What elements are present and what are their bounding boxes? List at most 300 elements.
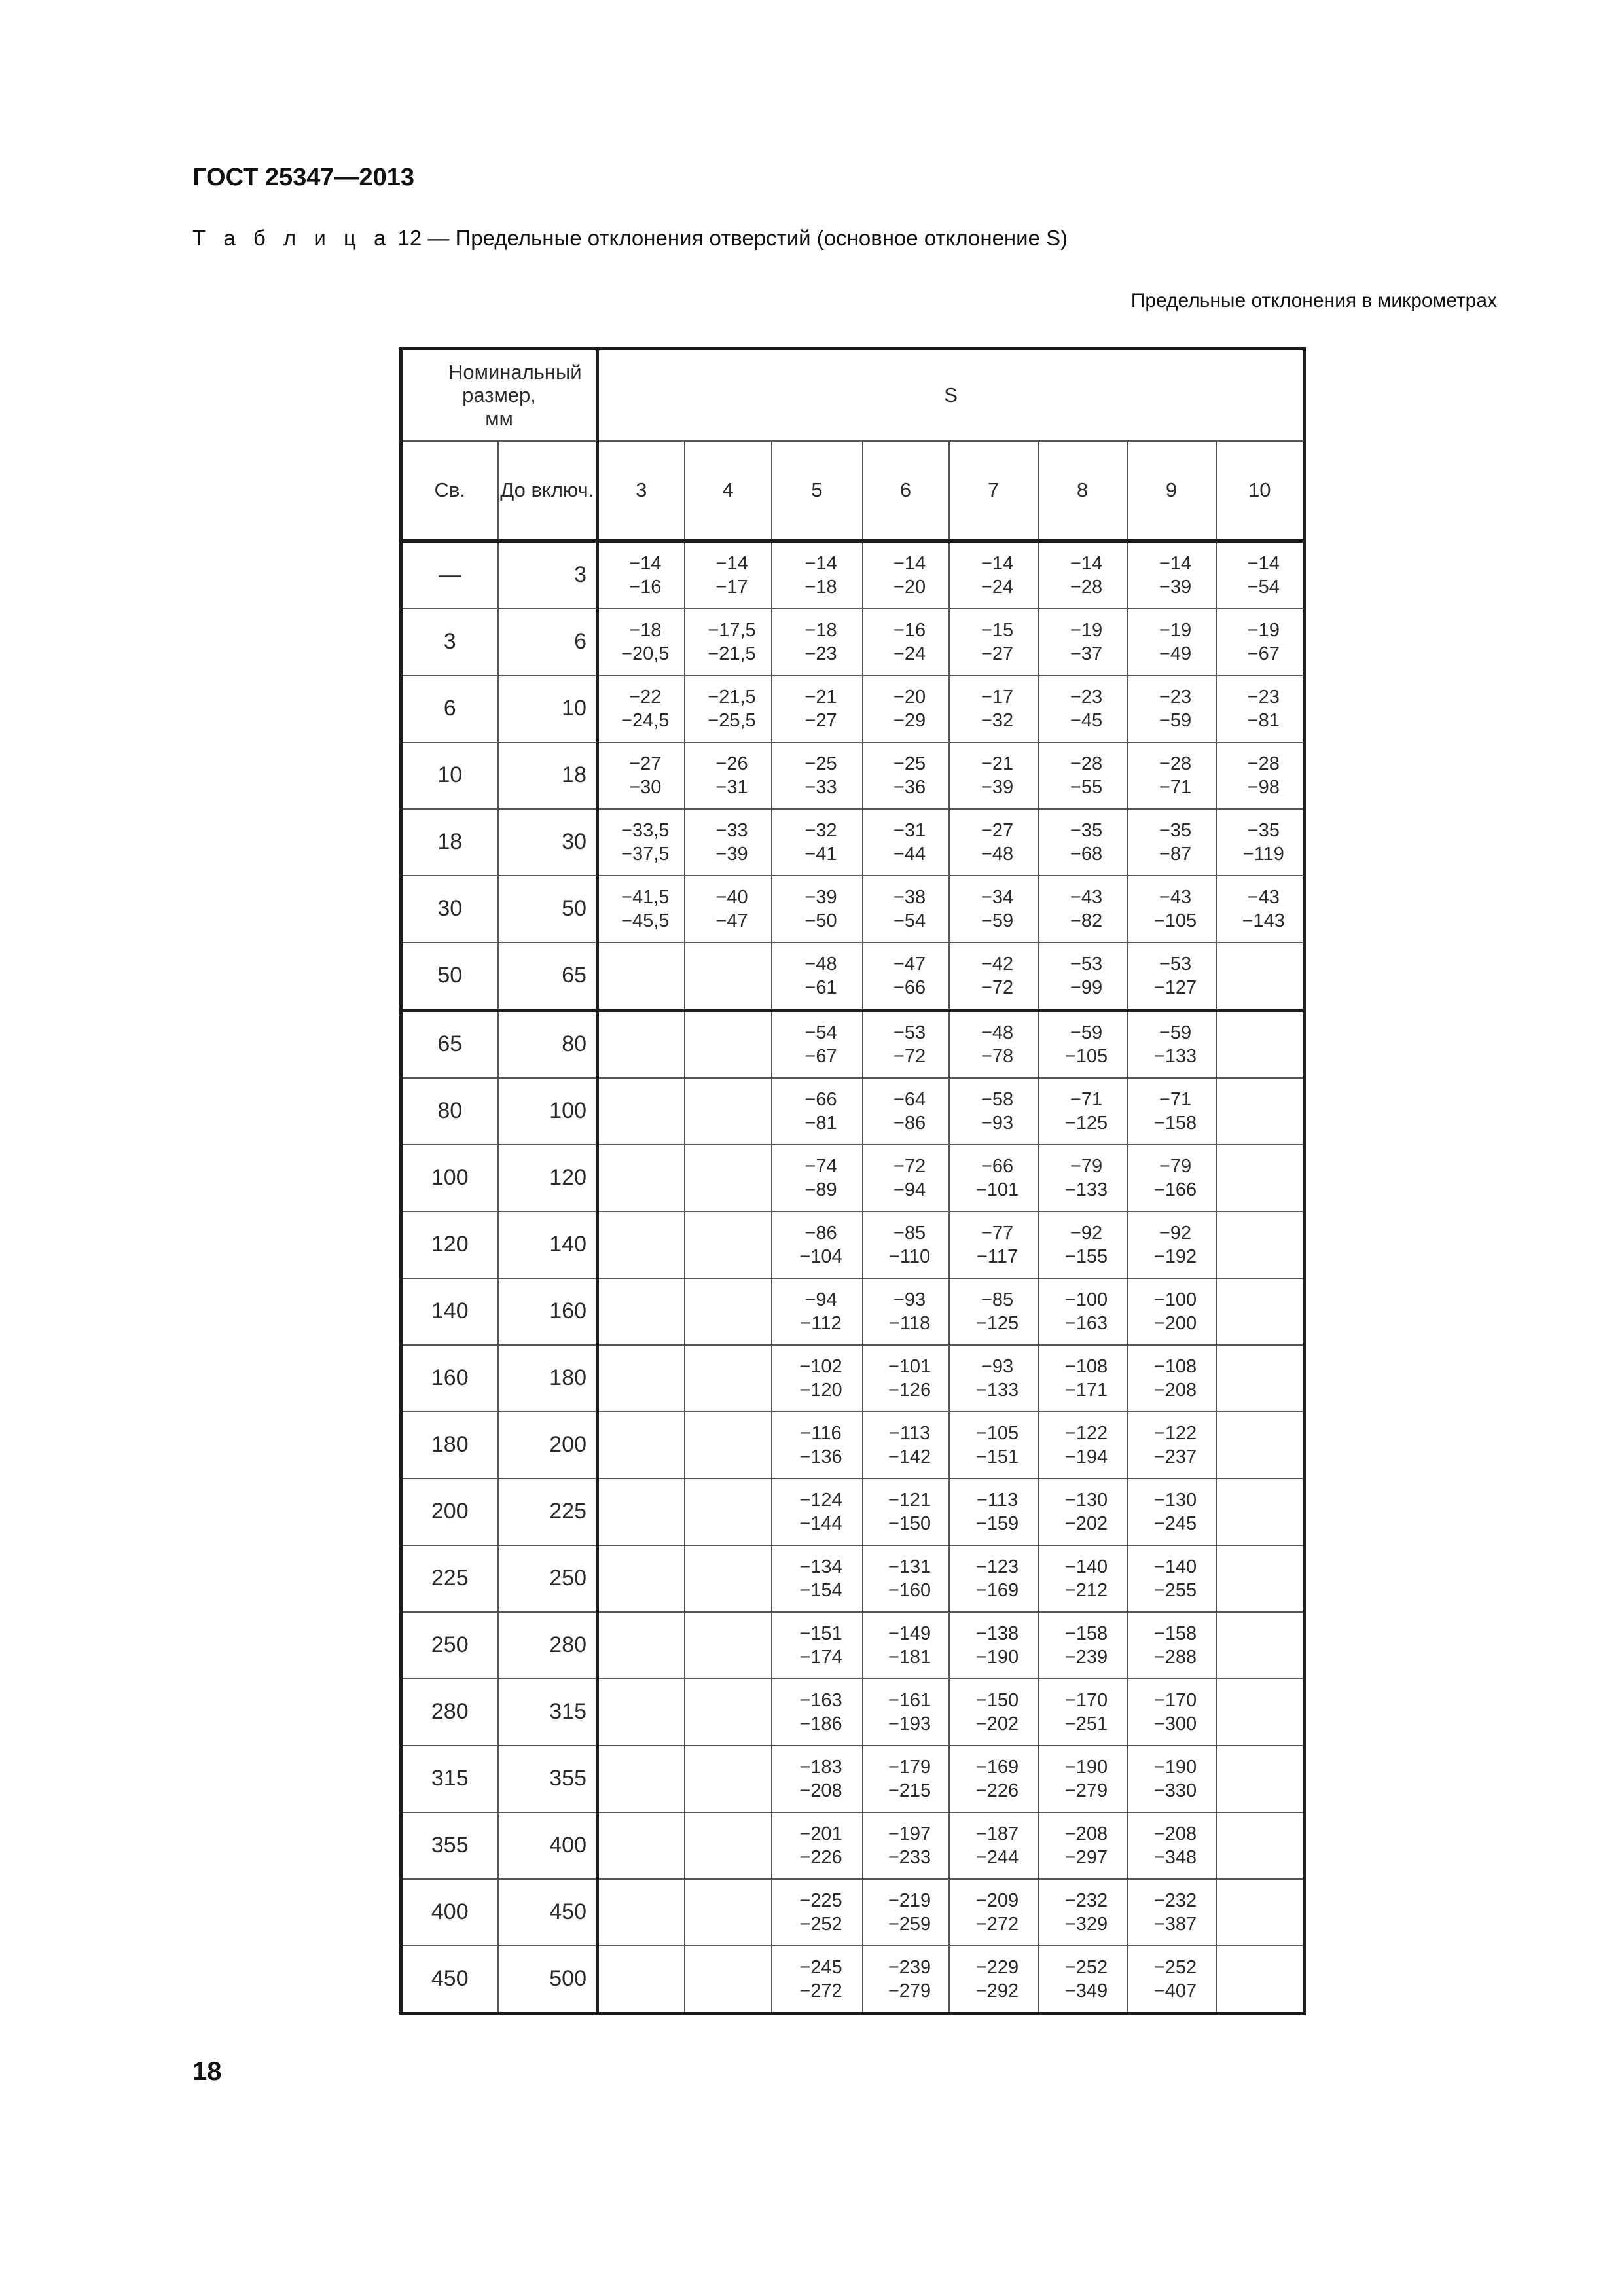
deviation-cell <box>1038 609 1127 675</box>
table-row <box>401 1078 1305 1145</box>
lower-deviation: −81 <box>804 1112 837 1134</box>
grade-header: 9 <box>1127 441 1216 541</box>
deviation-cell <box>598 876 685 942</box>
size-to-cell: 50 <box>498 876 598 942</box>
upper-deviation: −77 <box>981 1222 1014 1244</box>
lower-deviation: −133 <box>1064 1179 1108 1200</box>
deviation-cell <box>772 1679 863 1746</box>
deviation-cell <box>598 609 685 675</box>
lower-deviation: −160 <box>888 1579 931 1601</box>
deviation-cell <box>772 809 863 876</box>
size-to-cell: 160 <box>498 1278 598 1345</box>
deviation-cell <box>598 1010 685 1078</box>
upper-deviation: −208 <box>1064 1823 1108 1844</box>
lower-deviation: −212 <box>1064 1579 1108 1601</box>
upper-deviation: −85 <box>893 1222 926 1244</box>
table-row <box>401 809 1305 876</box>
upper-deviation: −58 <box>981 1088 1014 1110</box>
deviation-cell <box>685 1145 772 1211</box>
size-to-cell: 200 <box>498 1412 598 1479</box>
deviation-cell <box>598 1412 685 1479</box>
deviation-cell <box>685 1746 772 1812</box>
upper-deviation: −48 <box>981 1022 1014 1043</box>
table-row <box>401 1010 1305 1078</box>
deviation-cell <box>685 942 772 1011</box>
lower-deviation: −259 <box>888 1913 931 1935</box>
lower-deviation: −68 <box>1070 843 1103 865</box>
upper-deviation: −41,5 <box>621 886 670 908</box>
grade-header: 7 <box>949 441 1038 541</box>
deviation-cell <box>1216 1211 1305 1278</box>
deviation-cell <box>1127 1211 1216 1278</box>
lower-deviation: −239 <box>1064 1646 1108 1668</box>
lower-deviation: −112 <box>800 1312 842 1334</box>
deviation-cell <box>598 1679 685 1746</box>
upper-deviation: −121 <box>888 1489 931 1511</box>
lower-deviation: −237 <box>1153 1446 1197 1467</box>
table-row <box>401 1345 1305 1412</box>
deviation-cell <box>685 876 772 942</box>
upper-deviation: −150 <box>975 1689 1019 1711</box>
size-from-cell: 355 <box>401 1812 498 1879</box>
lower-deviation: −36 <box>893 776 926 798</box>
deviation-cell <box>1127 1412 1216 1479</box>
size-to-cell: 315 <box>498 1679 598 1746</box>
grade-header: 10 <box>1216 441 1305 541</box>
lower-deviation: −226 <box>975 1780 1019 1801</box>
deviation-cell <box>685 1679 772 1746</box>
deviation-cell <box>685 1078 772 1145</box>
upper-deviation: −33,5 <box>621 819 670 841</box>
deviation-cell <box>1038 1879 1127 1946</box>
deviation-cell <box>598 1746 685 1812</box>
lower-deviation: −16 <box>629 576 662 598</box>
upper-deviation: −183 <box>799 1756 842 1778</box>
lower-deviation: −151 <box>975 1446 1019 1467</box>
deviation-cell <box>598 1278 685 1345</box>
upper-deviation: −122 <box>1153 1422 1197 1444</box>
lower-deviation: −67 <box>804 1045 837 1067</box>
upper-deviation: −54 <box>804 1022 837 1043</box>
upper-deviation: −19 <box>1159 619 1192 641</box>
deviation-cell <box>1038 1412 1127 1479</box>
lower-deviation: −45 <box>1070 709 1103 731</box>
deviation-cell <box>1127 1145 1216 1211</box>
deviation-cell <box>1216 1345 1305 1412</box>
deviation-cell <box>863 1545 949 1612</box>
size-from-cell: 80 <box>401 1078 498 1145</box>
table-row <box>401 1946 1305 2014</box>
deviation-cell <box>949 1679 1038 1746</box>
size-from-cell: 450 <box>401 1946 498 2014</box>
deviation-cell <box>863 1746 949 1812</box>
deviation-cell <box>1038 1679 1127 1746</box>
deviation-cell <box>1216 742 1305 809</box>
lower-deviation: −30 <box>629 776 662 798</box>
table-row <box>401 1412 1305 1479</box>
upper-deviation: −71 <box>1159 1088 1192 1110</box>
size-to-cell: 30 <box>498 809 598 876</box>
lower-deviation: −208 <box>799 1780 842 1801</box>
deviation-cell <box>1127 1812 1216 1879</box>
upper-deviation: −105 <box>975 1422 1019 1444</box>
upper-deviation: −28 <box>1159 753 1192 774</box>
upper-deviation: −124 <box>799 1489 842 1511</box>
deviation-table <box>399 347 1306 2015</box>
size-from-cell: 65 <box>401 1010 498 1078</box>
deviation-cell <box>1127 809 1216 876</box>
grade-header: 5 <box>772 441 863 541</box>
deviation-cell <box>598 675 685 742</box>
lower-deviation: −190 <box>975 1646 1019 1668</box>
lower-deviation: −47 <box>715 910 748 931</box>
deviation-cell <box>949 1010 1038 1078</box>
lower-deviation: −39 <box>715 843 748 865</box>
deviation-cell <box>949 1412 1038 1479</box>
deviation-cell <box>949 876 1038 942</box>
deviation-cell <box>772 1345 863 1412</box>
upper-deviation: −40 <box>715 886 748 908</box>
upper-deviation: −14 <box>629 552 662 574</box>
upper-deviation: −35 <box>1070 819 1103 841</box>
deviation-cell <box>1127 942 1216 1011</box>
upper-deviation: −43 <box>1070 886 1103 908</box>
lower-deviation: −72 <box>893 1045 926 1067</box>
table-row <box>401 1812 1305 1879</box>
lower-deviation: −163 <box>1064 1312 1108 1334</box>
deviation-cell <box>863 1078 949 1145</box>
deviation-cell <box>772 1946 863 2014</box>
upper-deviation: −190 <box>1153 1756 1197 1778</box>
deviation-cell <box>1216 1078 1305 1145</box>
deviation-cell <box>863 1211 949 1278</box>
upper-deviation: −92 <box>1070 1222 1103 1244</box>
lower-deviation: −81 <box>1247 709 1280 731</box>
upper-deviation: −239 <box>888 1956 931 1978</box>
lower-deviation: −349 <box>1064 1980 1108 2001</box>
size-to-cell: 450 <box>498 1879 598 1946</box>
deviation-cell <box>863 942 949 1011</box>
upper-deviation: −161 <box>888 1689 931 1711</box>
lower-deviation: −49 <box>1159 643 1192 664</box>
deviation-cell <box>1216 876 1305 942</box>
deviation-cell <box>598 1812 685 1879</box>
deviation-cell <box>1038 675 1127 742</box>
deviation-cell <box>863 1010 949 1078</box>
deviation-cell <box>1038 1078 1127 1145</box>
lower-deviation: −143 <box>1242 910 1285 931</box>
upper-deviation: −34 <box>981 886 1014 908</box>
upper-deviation: −59 <box>1159 1022 1192 1043</box>
upper-deviation: −245 <box>799 1956 842 1978</box>
from-header: Св. <box>401 441 498 541</box>
upper-deviation: −138 <box>975 1623 1019 1644</box>
lower-deviation: −330 <box>1153 1780 1197 1801</box>
upper-deviation: −20 <box>893 686 926 708</box>
upper-deviation: −102 <box>799 1355 842 1377</box>
deviation-cell <box>863 1679 949 1746</box>
lower-deviation: −89 <box>804 1179 837 1200</box>
deviation-cell <box>772 942 863 1011</box>
deviation-cell <box>949 1278 1038 1345</box>
deviation-cell <box>598 1612 685 1679</box>
upper-deviation: −190 <box>1064 1756 1108 1778</box>
deviation-cell <box>949 541 1038 609</box>
deviation-cell <box>685 1278 772 1345</box>
table-row <box>401 1278 1305 1345</box>
upper-deviation: −19 <box>1247 619 1280 641</box>
upper-deviation: −79 <box>1159 1155 1192 1177</box>
upper-deviation: −93 <box>893 1289 926 1310</box>
upper-deviation: −229 <box>975 1956 1019 1978</box>
deviation-cell <box>1038 1010 1127 1078</box>
deviation-cell <box>1216 1612 1305 1679</box>
deviation-cell <box>1038 541 1127 609</box>
table-caption <box>192 226 1068 251</box>
document-code: ГОСТ 25347—2013 <box>192 164 415 191</box>
lower-deviation: −215 <box>888 1780 931 1801</box>
lower-deviation: −20 <box>893 576 926 598</box>
lower-deviation: −98 <box>1247 776 1280 798</box>
lower-deviation: −300 <box>1153 1713 1197 1734</box>
size-from-cell: 225 <box>401 1545 498 1612</box>
upper-deviation: −225 <box>799 1890 842 1911</box>
lower-deviation: −169 <box>975 1579 1019 1601</box>
lower-deviation: −133 <box>975 1379 1019 1401</box>
deviation-cell <box>1127 1479 1216 1545</box>
lower-deviation: −54 <box>1247 576 1280 598</box>
lower-deviation: −23 <box>804 643 837 664</box>
deviation-cell <box>772 1145 863 1211</box>
size-from-cell: 315 <box>401 1746 498 1812</box>
upper-deviation: −92 <box>1159 1222 1192 1244</box>
upper-deviation: −66 <box>804 1088 837 1110</box>
upper-deviation: −28 <box>1070 753 1103 774</box>
upper-deviation: −14 <box>715 552 748 574</box>
upper-deviation: −151 <box>799 1623 842 1644</box>
grade-header: 4 <box>685 441 772 541</box>
size-to-cell: 140 <box>498 1211 598 1278</box>
lower-deviation: −255 <box>1153 1579 1197 1601</box>
deviation-cell <box>1216 1879 1305 1946</box>
upper-deviation: −134 <box>799 1556 842 1577</box>
upper-deviation: −170 <box>1153 1689 1197 1711</box>
deviation-cell <box>772 541 863 609</box>
deviation-cell <box>685 675 772 742</box>
deviation-cell <box>772 1545 863 1612</box>
deviation-cell <box>863 1879 949 1946</box>
deviation-cell <box>1127 1746 1216 1812</box>
deviation-cell <box>772 1612 863 1679</box>
lower-deviation: −407 <box>1153 1980 1197 2001</box>
lower-deviation: −226 <box>799 1846 842 1868</box>
lower-deviation: −117 <box>976 1246 1019 1267</box>
deviation-cell <box>1216 675 1305 742</box>
lower-deviation: −61 <box>804 977 837 998</box>
size-from-cell: — <box>401 541 498 609</box>
deviation-cell <box>1216 1946 1305 2014</box>
deviation-cell <box>949 742 1038 809</box>
lower-deviation: −292 <box>975 1980 1019 2001</box>
lower-deviation: −101 <box>975 1179 1019 1200</box>
lower-deviation: −25,5 <box>708 709 756 731</box>
deviation-cell <box>772 876 863 942</box>
deviation-cell <box>1038 1812 1127 1879</box>
lower-deviation: −202 <box>975 1713 1019 1734</box>
upper-deviation: −53 <box>1070 953 1103 975</box>
upper-deviation: −158 <box>1064 1623 1108 1644</box>
lower-deviation: −118 <box>888 1312 931 1334</box>
size-from-cell: 6 <box>401 675 498 742</box>
lower-deviation: −297 <box>1064 1846 1108 1868</box>
lower-deviation: −45,5 <box>621 910 670 931</box>
upper-deviation: −101 <box>888 1355 931 1377</box>
deviation-cell <box>772 1211 863 1278</box>
deviation-cell <box>772 675 863 742</box>
upper-deviation: −187 <box>975 1823 1019 1844</box>
lower-deviation: −78 <box>981 1045 1014 1067</box>
size-from-cell: 250 <box>401 1612 498 1679</box>
deviation-cell <box>1127 1612 1216 1679</box>
upper-deviation: −43 <box>1247 886 1280 908</box>
deviation-cell <box>772 1479 863 1545</box>
lower-deviation: −186 <box>799 1713 842 1734</box>
deviation-cell <box>1038 1746 1127 1812</box>
lower-deviation: −144 <box>799 1513 842 1534</box>
upper-deviation: −22 <box>629 686 662 708</box>
upper-deviation: −31 <box>893 819 926 841</box>
deviation-cell <box>949 1612 1038 1679</box>
size-from-cell: 200 <box>401 1479 498 1545</box>
deviation-cell <box>598 809 685 876</box>
upper-deviation: −14 <box>1247 552 1280 574</box>
lower-deviation: −94 <box>893 1179 926 1200</box>
deviation-cell <box>598 1078 685 1145</box>
deviation-cell <box>1216 942 1305 1011</box>
size-from-cell: 280 <box>401 1679 498 1746</box>
lower-deviation: −86 <box>893 1112 926 1134</box>
deviation-cell <box>1038 1612 1127 1679</box>
deviation-cell <box>1127 1679 1216 1746</box>
lower-deviation: −24 <box>981 576 1014 598</box>
lower-deviation: −133 <box>1153 1045 1197 1067</box>
size-to-cell: 10 <box>498 675 598 742</box>
lower-deviation: −136 <box>799 1446 842 1467</box>
upper-deviation: −163 <box>799 1689 842 1711</box>
size-to-cell: 18 <box>498 742 598 809</box>
upper-deviation: −219 <box>888 1890 931 1911</box>
deviation-cell <box>1038 1545 1127 1612</box>
upper-deviation: −27 <box>629 753 662 774</box>
upper-deviation: −232 <box>1153 1890 1197 1911</box>
deviation-cell <box>685 1812 772 1879</box>
lower-deviation: −154 <box>799 1579 842 1601</box>
upper-deviation: −179 <box>888 1756 931 1778</box>
size-to-cell: 3 <box>498 541 598 609</box>
to-header: До включ. <box>498 441 598 541</box>
lower-deviation: −171 <box>1064 1379 1108 1401</box>
deviation-cell <box>1216 809 1305 876</box>
deviation-cell <box>1127 742 1216 809</box>
upper-deviation: −42 <box>981 953 1014 975</box>
lower-deviation: −54 <box>893 910 926 931</box>
upper-deviation: −18 <box>629 619 662 641</box>
lower-deviation: −20,5 <box>621 643 670 664</box>
deviation-cell <box>685 1412 772 1479</box>
upper-deviation: −39 <box>804 886 837 908</box>
lower-deviation: −329 <box>1064 1913 1108 1935</box>
deviation-cell <box>863 876 949 942</box>
table-row <box>401 1145 1305 1211</box>
deviation-cell <box>598 541 685 609</box>
size-to-cell: 250 <box>498 1545 598 1612</box>
upper-deviation: −72 <box>893 1155 926 1177</box>
deviation-cell <box>1038 1145 1127 1211</box>
size-from-cell: 120 <box>401 1211 498 1278</box>
upper-deviation: −94 <box>804 1289 837 1310</box>
lower-deviation: −72 <box>981 977 1014 998</box>
deviation-cell <box>772 1746 863 1812</box>
deviation-cell <box>685 1612 772 1679</box>
deviation-cell <box>598 942 685 1011</box>
deviation-cell <box>598 1545 685 1612</box>
deviation-cell <box>772 1278 863 1345</box>
lower-deviation: −125 <box>975 1312 1019 1334</box>
deviation-cell <box>949 1746 1038 1812</box>
lower-deviation: −21,5 <box>708 643 756 664</box>
lower-deviation: −50 <box>804 910 837 931</box>
deviation-cell <box>1216 1746 1305 1812</box>
deviation-cell <box>863 809 949 876</box>
lower-deviation: −126 <box>888 1379 931 1401</box>
deviation-cell <box>1216 1010 1305 1078</box>
size-to-cell: 280 <box>498 1612 598 1679</box>
deviation-cell <box>949 1545 1038 1612</box>
upper-deviation: −17 <box>981 686 1014 708</box>
lower-deviation: −150 <box>888 1513 931 1534</box>
upper-deviation: −23 <box>1247 686 1280 708</box>
deviation-cell <box>1216 609 1305 675</box>
deviation-cell <box>1038 1278 1127 1345</box>
size-from-cell: 50 <box>401 942 498 1011</box>
deviation-cell <box>1038 809 1127 876</box>
page-number: 18 <box>192 2057 222 2086</box>
table-row <box>401 876 1305 942</box>
deviation-cell <box>1127 675 1216 742</box>
table-row <box>401 1612 1305 1679</box>
upper-deviation: −15 <box>981 619 1014 641</box>
lower-deviation: −245 <box>1153 1513 1197 1534</box>
grade-header: 8 <box>1038 441 1127 541</box>
upper-deviation: −140 <box>1153 1556 1197 1577</box>
deviation-cell <box>1038 1211 1127 1278</box>
deviation-cell <box>772 1412 863 1479</box>
size-from-cell: 100 <box>401 1145 498 1211</box>
size-from-cell: 3 <box>401 609 498 675</box>
size-from-cell: 18 <box>401 809 498 876</box>
upper-deviation: −100 <box>1064 1289 1108 1310</box>
deviation-cell <box>685 1345 772 1412</box>
lower-deviation: −208 <box>1153 1379 1197 1401</box>
upper-deviation: −74 <box>804 1155 837 1177</box>
table-row <box>401 1679 1305 1746</box>
lower-deviation: −105 <box>1064 1045 1108 1067</box>
size-to-cell: 500 <box>498 1946 598 2014</box>
lower-deviation: −18 <box>804 576 837 598</box>
upper-deviation: −130 <box>1064 1489 1108 1511</box>
deviation-cell <box>1127 609 1216 675</box>
lower-deviation: −67 <box>1247 643 1280 664</box>
